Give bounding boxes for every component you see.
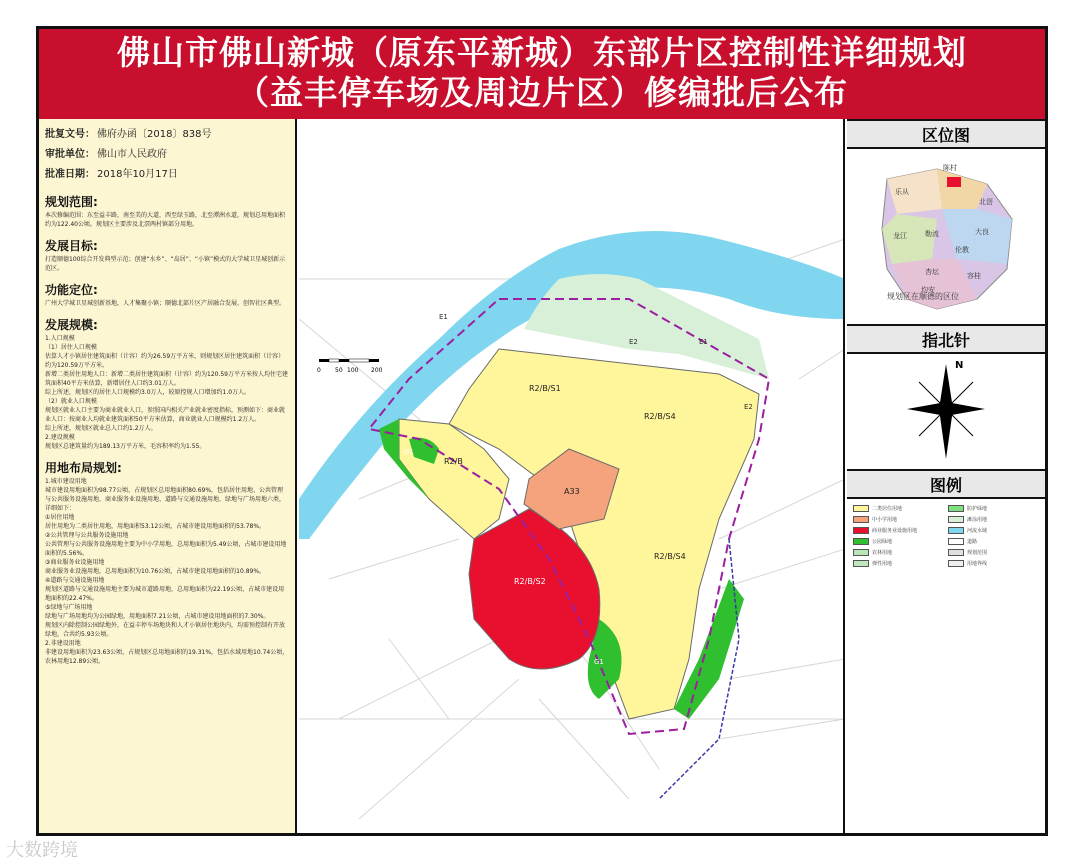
goal-heading: 发展目标: (45, 239, 98, 253)
scale-line: 综上所述，规划区的居住人口规模约3.0万人，较原控规人口增加约1.0万人。 (45, 389, 251, 396)
landuse-line: 2.非建设用地 (45, 640, 81, 647)
scope-heading: 规划范围: (45, 195, 98, 209)
landuse-line: 居住用地为二类居住用地，用地面积53.12公顷，占城市建设用地面积的53.78%。 (45, 523, 266, 530)
approver-value: 佛山市人民政府 (97, 149, 167, 160)
district-label: 伦教 (955, 246, 969, 254)
legend-label: 道路 (967, 538, 978, 545)
date-row (45, 165, 289, 185)
legend-item (948, 503, 1039, 513)
land-use-map-svg (299, 119, 845, 833)
location-map (847, 149, 1045, 324)
scale-body (45, 334, 289, 451)
scale-line: （1）居住人口规模 (45, 344, 97, 351)
district-label: 勒流 (925, 230, 939, 238)
parcel-label-e2-north: E2 (629, 338, 638, 346)
north-arrow-icon (847, 354, 1045, 469)
approval-no-label: 批复文号： (45, 129, 95, 140)
title-line-2: （益丰停车场及周边片区）修编批后公布 (236, 73, 848, 112)
approver-label: 审批单位： (45, 149, 95, 160)
parcel-label-e1-north: E1 (699, 338, 708, 346)
legend-item (948, 558, 1039, 568)
parcel-label-r2b-s4-south: R2/B/S4 (654, 552, 686, 561)
legend-label: 河流水域 (967, 527, 988, 534)
scale-tick-100: 100 (347, 367, 359, 374)
legend-label: 防护绿地 (967, 505, 988, 512)
scale-heading: 发展规模: (45, 318, 98, 332)
landuse-line: 绿地与广场用地均为公园绿地，用地面积7.21公顷，占城市建设用地面积的7.30%。 (45, 613, 270, 620)
legend-swatch (948, 560, 964, 567)
compass-heading: 指北针 (847, 324, 1045, 354)
landuse-line: ③商业服务业设施用地 (45, 559, 105, 566)
landuse-line: ②公共管理与公共服务设施用地 (45, 532, 129, 539)
scale-tick-200: 200 (371, 367, 383, 374)
date-label: 批准日期： (45, 169, 95, 180)
parcel-label-r2b-s4-north: R2/B/S4 (644, 412, 676, 421)
landuse-line: 规划区道路与交通设施用地主要为城市道路用地，总用地面积为22.19公顷，占城市建设用地面积的22.47%。 (45, 586, 285, 602)
parcel-label-e2-east: E2 (744, 403, 753, 411)
scale-line: 新增二类居住用地人口：新增二类居住建筑面积（计容）约为120.59万平方米按人均住宅建筑面积40平方米估算，新增居住人口约3.01万人。 (45, 371, 288, 387)
legend-label: 商业服务业设施用地 (872, 527, 918, 534)
map-sheet (36, 26, 1048, 836)
north-arrow (847, 354, 1045, 469)
district-label: 龙江 (893, 232, 907, 240)
legend-label: 中小学用地 (872, 516, 898, 523)
scale-line: 规划区就业人口主要为商业就业人口，参照国内相关产业就业密度指标，预测如下：商业就业人口：按商业人均就业建筑面积50平方米估算，商业就业人口规模约1.2万人。 (45, 407, 286, 423)
legend-heading: 图例 (847, 469, 1045, 499)
legend-swatch (853, 549, 869, 556)
legend-swatch (948, 516, 964, 523)
title-bar (39, 29, 1045, 119)
legend-label: 用地界线 (967, 560, 988, 567)
scale-line: （2）就业人口规模 (45, 398, 97, 405)
legend-swatch (853, 560, 869, 567)
location-map-heading: 区位图 (847, 119, 1045, 149)
watermark: 大数跨境 (6, 840, 78, 861)
landuse-line: ①居住用地 (45, 514, 75, 521)
legend-swatch (853, 527, 869, 534)
landuse-line: 商业服务业设施用地，总用地面积为10.76公顷，占城市建设用地面积的10.89%。 (45, 568, 266, 575)
landuse-line: 1.城市建设用地 (45, 478, 87, 485)
district-longjiang (882, 214, 937, 264)
legend-swatch (948, 505, 964, 512)
scale-line: 2.建设规模 (45, 434, 75, 441)
land-use-map (299, 119, 845, 833)
legend-swatch (948, 527, 964, 534)
landuse-line: 城市建设用地面积为98.77公顷，占规划区总用地面积80.69%，包括居住用地、公共管理与公共服务设施用地、商业服务业设施用地、道路与交通设施用地、绿地与广场用地六类，详细如下： (45, 487, 286, 512)
district-label: 容桂 (967, 272, 981, 280)
legend-item (853, 536, 944, 546)
legend-item (853, 547, 944, 557)
legend-item (853, 558, 944, 568)
legend-label: 规划范围 (967, 549, 988, 556)
title-line-1: 佛山市佛山新城（原东平新城）东部片区控制性详细规划 (117, 33, 967, 72)
function-heading: 功能定位: (45, 283, 98, 297)
scale-tick-50: 50 (335, 367, 343, 374)
legend-label: 滩涂用地 (967, 516, 988, 523)
landuse-body (45, 477, 289, 666)
landuse-line: ⑤绿地与广场用地 (45, 604, 93, 611)
scale-tick-0: 0 (317, 367, 321, 374)
legend-label: 公园绿地 (872, 538, 893, 545)
legend-item (948, 536, 1039, 546)
function-body: 广州大学城卫星城创新基地，人才集聚小镇；顺德北部片区产居融合发展、创智社区典型。 (45, 300, 286, 307)
district-label: 杏坛 (925, 268, 939, 276)
landuse-line: 公共管理与公共服务设施用地主要为中小学用地，总用地面积为5.49公顷，占城市建设用地面积的5.56%。 (45, 541, 287, 557)
scale-line: 综上所述，规划区就业总人口约1.2万人。 (45, 425, 157, 432)
approval-no-value: 佛府办函〔2018〕838号 (97, 129, 212, 140)
district-label: 乐从 (895, 188, 909, 196)
legend-item (853, 503, 944, 513)
district-label: 均安 (921, 286, 935, 294)
parcel-label-g1-west: G1 (404, 448, 414, 456)
legend-swatch (853, 516, 869, 523)
parcel-label-g1-south: G1 (594, 658, 604, 666)
legend-item (948, 514, 1039, 524)
parcel-label-r2b-s2: R2/B/S2 (514, 577, 546, 586)
legend-label: 弹性用地 (872, 560, 893, 567)
district-label: 大良 (975, 228, 989, 236)
location-map-caption: 规划区在顺德的区位 (887, 292, 959, 301)
legend-item (853, 525, 944, 535)
scale-line: 规划区总建筑量约为189.13万平方米，毛容积率约为1.55。 (45, 443, 206, 450)
goal-body: 打造顺德100综合开发典型示范；创建“水乡”、“岛居”、“小镇”模式的大学城卫星城创新示范区。 (45, 256, 286, 272)
landuse-line: 规划区内除控制公园绿地外，在益丰停车场地块和人才小镇居住地块内，均需预控制有开放绿地，合共约5.93公顷。 (45, 622, 286, 638)
legend-swatch (948, 549, 964, 556)
scale-line: 1.人口规模 (45, 335, 75, 342)
legend-swatch (948, 538, 964, 545)
legend-item (853, 514, 944, 524)
legend-item (948, 525, 1039, 535)
date-value: 2018年10月17日 (97, 169, 178, 180)
right-panel (847, 119, 1045, 833)
parcel-label-r2b: R2/B (444, 457, 463, 466)
parcel-label-a33: A33 (564, 487, 580, 496)
legend-label: 二类居住用地 (872, 505, 903, 512)
legend-label: 农林用地 (872, 549, 893, 556)
parcel-label-r2b-s1: R2/B/S1 (529, 384, 561, 393)
legend-swatch (853, 505, 869, 512)
landuse-heading: 用地布局规划: (45, 461, 122, 475)
scale-line: 估算人才小镇居住建筑面积（计容）约为26.59万平方米，则规划区居住建筑面积（计容）约为120.59万平方米。 (45, 353, 285, 369)
district-label: 北滘 (979, 198, 993, 206)
landuse-line: 非建设用地面积为23.63公顷，占规划区总用地面积的19.31%，包括水域用地10.74公顷，农林用地12.89公顷。 (45, 649, 289, 665)
approver-row (45, 145, 289, 165)
north-label: N (955, 360, 964, 371)
scope-body: 本次修编范围：东至益丰路，南至美的大道，西至绿玉路，北至潭洲水道，规划总用地面积约为122.40公顷。规划区主要涉及北滘两村镇部分用地。 (45, 212, 286, 228)
planning-area-marker (947, 177, 961, 187)
legend-swatch (853, 538, 869, 545)
approval-no-row (45, 125, 289, 145)
info-panel (39, 119, 297, 833)
legend-item (948, 547, 1039, 557)
landuse-line: ④道路与交通设施用地 (45, 577, 105, 584)
district-label: 陈村 (943, 164, 957, 172)
scale-bar (319, 359, 379, 362)
legend (847, 499, 1045, 572)
parcel-label-e1-west: E1 (439, 313, 448, 321)
